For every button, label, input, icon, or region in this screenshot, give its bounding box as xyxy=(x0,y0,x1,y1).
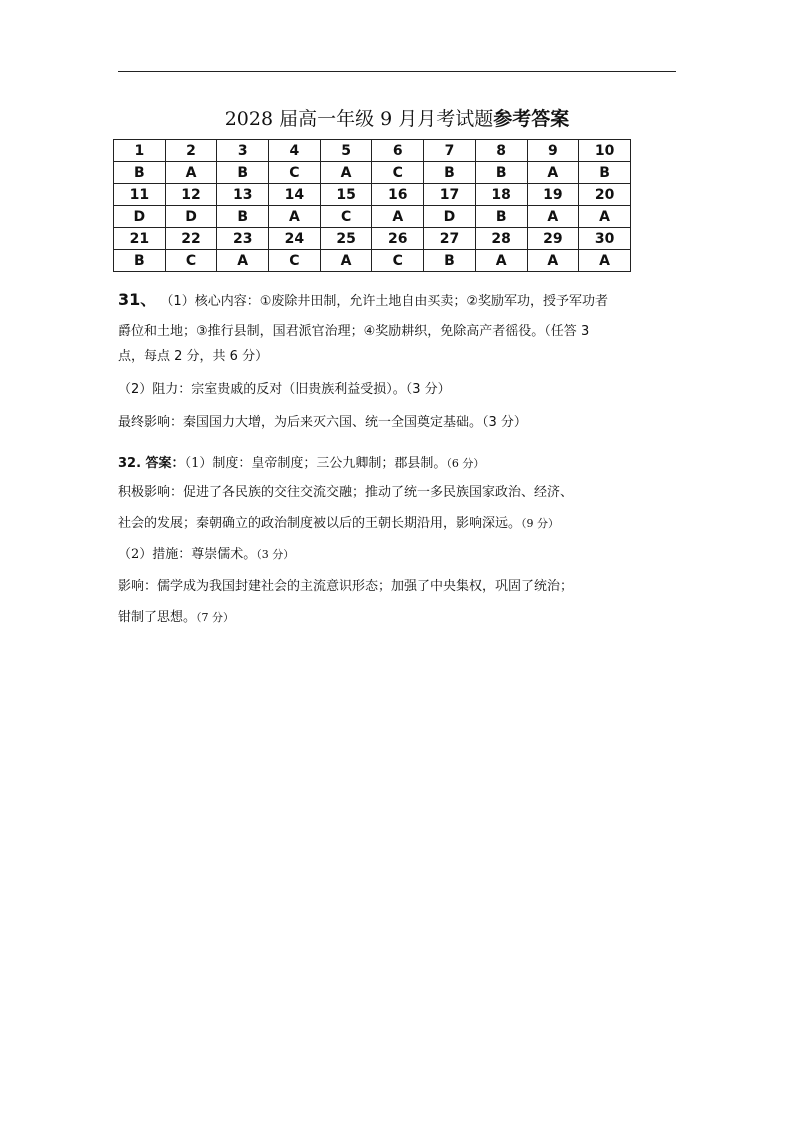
answer-cell: B xyxy=(475,162,527,184)
answer-row xyxy=(114,250,631,272)
answer-cell: B xyxy=(424,162,476,184)
answer-cell: A xyxy=(579,250,631,272)
answer-cell: A xyxy=(527,250,579,272)
answer-cell: B xyxy=(424,250,476,272)
answer-table xyxy=(113,139,631,272)
question-number-cell: 22 xyxy=(165,228,217,250)
question-31-number: 31、 xyxy=(118,290,157,309)
answer-cell: B xyxy=(114,162,166,184)
answer-row xyxy=(114,162,631,184)
answer-cell: C xyxy=(372,250,424,272)
answer-cell: B xyxy=(217,206,269,228)
question-number-cell: 16 xyxy=(372,184,424,206)
answer-cell: B xyxy=(114,250,166,272)
question-number-cell: 7 xyxy=(424,140,476,162)
answer-cell: A xyxy=(269,206,321,228)
title-prefix: 2028 届高一年级 9 月月考试题 xyxy=(224,108,494,130)
answer-cell: A xyxy=(165,162,217,184)
question-32-line3: 社会的发展；秦朝确立的政治制度被以后的王朝长期沿用，影响深远。（9 分） xyxy=(118,516,560,531)
answer-cell: D xyxy=(424,206,476,228)
answer-cell: A xyxy=(372,206,424,228)
answer-cell: B xyxy=(217,162,269,184)
question-32-line1: 32. 答案：（1）制度：皇帝制度；三公九卿制；郡县制。（6 分） xyxy=(118,456,485,471)
answer-cell: A xyxy=(320,250,372,272)
answer-cell: A xyxy=(527,162,579,184)
question-number-cell: 26 xyxy=(372,228,424,250)
question-number-cell: 21 xyxy=(114,228,166,250)
answer-cell: A xyxy=(475,250,527,272)
question-number-cell: 6 xyxy=(372,140,424,162)
question-number-row xyxy=(114,140,631,162)
header-rule xyxy=(118,71,676,72)
question-32-label: 32. 答案： xyxy=(118,456,185,471)
question-31-line5: 最终影响：秦国国力大增，为后来灭六国、统一全国奠定基础。（3 分） xyxy=(118,415,527,430)
question-number-cell: 1 xyxy=(114,140,166,162)
question-number-cell: 29 xyxy=(527,228,579,250)
question-number-row xyxy=(114,184,631,206)
question-31-line3: 点，每点 2 分，共 6 分） xyxy=(118,349,269,364)
question-31-line2: 爵位和土地；③推行县制，国君派官治理；④奖励耕织，免除高产者徭役。（任答 3 xyxy=(118,324,590,339)
answer-cell: B xyxy=(579,162,631,184)
answer-cell: C xyxy=(320,206,372,228)
question-31-line1: 31、 （1）核心内容：①废除井田制，允许土地自由买卖；②奖励军功，授予军功者 xyxy=(118,290,609,309)
question-number-cell: 9 xyxy=(527,140,579,162)
question-number-cell: 13 xyxy=(217,184,269,206)
answer-cell: B xyxy=(475,206,527,228)
question-number-cell: 14 xyxy=(269,184,321,206)
question-number-cell: 11 xyxy=(114,184,166,206)
question-number-cell: 8 xyxy=(475,140,527,162)
question-number-cell: 3 xyxy=(217,140,269,162)
question-32-line4: （2）措施：尊崇儒术。（3 分） xyxy=(118,547,295,562)
answer-cell: A xyxy=(527,206,579,228)
question-number-cell: 25 xyxy=(320,228,372,250)
question-number-cell: 28 xyxy=(475,228,527,250)
page-title xyxy=(0,104,794,131)
question-number-cell: 2 xyxy=(165,140,217,162)
question-number-cell: 12 xyxy=(165,184,217,206)
answer-cell: D xyxy=(165,206,217,228)
answer-cell: C xyxy=(372,162,424,184)
question-number-cell: 17 xyxy=(424,184,476,206)
answer-row xyxy=(114,206,631,228)
answer-cell: C xyxy=(269,250,321,272)
answer-cell: C xyxy=(165,250,217,272)
question-number-cell: 20 xyxy=(579,184,631,206)
question-number-cell: 27 xyxy=(424,228,476,250)
answer-cell: A xyxy=(217,250,269,272)
question-number-row xyxy=(114,228,631,250)
answer-cell: A xyxy=(579,206,631,228)
question-number-cell: 5 xyxy=(320,140,372,162)
question-number-cell: 30 xyxy=(579,228,631,250)
answer-cell: C xyxy=(269,162,321,184)
question-32-line2: 积极影响：促进了各民族的交往交流交融；推动了统一多民族国家政治、经济、 xyxy=(118,485,574,500)
question-number-cell: 19 xyxy=(527,184,579,206)
question-31-line4: （2）阻力：宗室贵戚的反对（旧贵族利益受损）。（3 分） xyxy=(118,382,451,397)
question-number-cell: 15 xyxy=(320,184,372,206)
title-bold: 参考答案 xyxy=(493,108,570,130)
question-32-line6: 钳制了思想。（7 分） xyxy=(118,610,235,625)
question-number-cell: 10 xyxy=(579,140,631,162)
answer-cell: A xyxy=(320,162,372,184)
question-number-cell: 4 xyxy=(269,140,321,162)
answer-cell: D xyxy=(114,206,166,228)
question-number-cell: 18 xyxy=(475,184,527,206)
question-32-line5: 影响：儒学成为我国封建社会的主流意识形态；加强了中央集权，巩固了统治； xyxy=(118,579,574,594)
question-number-cell: 23 xyxy=(217,228,269,250)
question-number-cell: 24 xyxy=(269,228,321,250)
